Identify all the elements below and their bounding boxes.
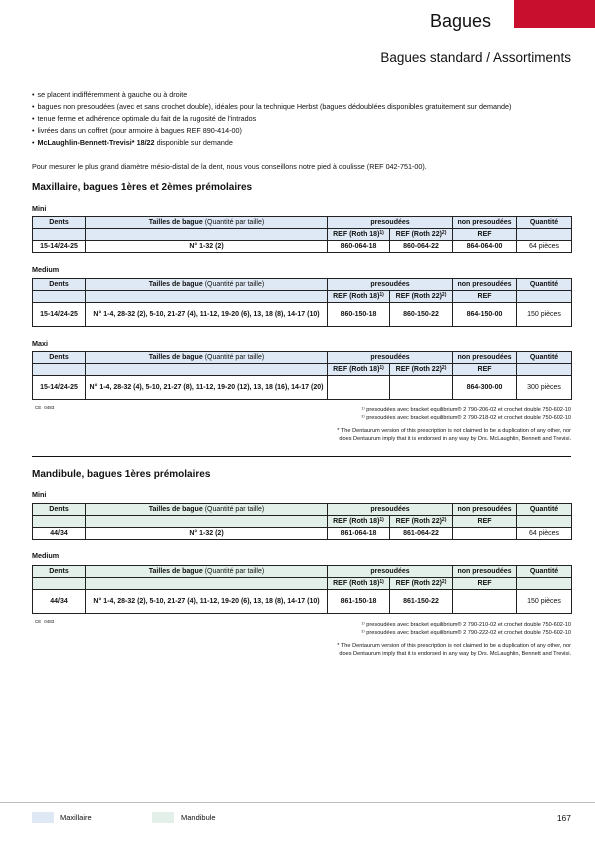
- disclaimer-maxillaire: [337, 427, 571, 443]
- col-tailles: Tailles de bague (Quantité par taille): [86, 566, 328, 578]
- sub-empty: [33, 291, 86, 303]
- col-tailles: Tailles de bague (Quantité par taille): [86, 504, 328, 516]
- cell-dents: 15-14/24-25: [33, 303, 86, 327]
- col-non-presoudees: non presoudées: [453, 217, 517, 229]
- group-label: Mini: [32, 204, 47, 213]
- col-dents: Dents: [33, 566, 86, 578]
- group-label: Medium: [32, 551, 60, 560]
- disclaimer-mandibule: [337, 642, 571, 658]
- feature-list: [32, 89, 511, 149]
- col-ref-roth22: REF (Roth 22)$^{2)}$: [390, 229, 453, 241]
- col-ref-roth18: REF (Roth 18)$^{1)}$: [328, 291, 390, 303]
- col-presoudees: presoudées: [328, 279, 453, 291]
- col-presoudees: presoudées: [328, 352, 453, 364]
- footnotes-maxillaire: [362, 406, 571, 422]
- table-row: [33, 590, 572, 614]
- ce-mark-icon: $^{CE}$ $^{0483}$: [35, 405, 55, 410]
- cell-roth18: 860-150-18: [328, 303, 390, 327]
- col-ref-roth18: REF (Roth 18)$^{1)}$: [328, 364, 390, 376]
- cell-non-ref: 864-300-00: [453, 376, 517, 400]
- feature-item: • bagues non presoudées (avec et sans crochet double), idéales pour la technique Herbst (bagues dédoublées disponibles gratuitement sur demande): [32, 101, 511, 113]
- intro-text: Pour mesurer le plus grand diamètre mésio-distal de la dent, nous vous conseillons notre pied à coulisse (REF 042-751-00).: [32, 162, 427, 171]
- col-dents: Dents: [33, 279, 86, 291]
- disclaimer-line: * The Dentaurum version of this prescription is not claimed to be a duplication of any other, nor: [337, 428, 571, 434]
- cell-non-ref: 864-064-00: [453, 241, 517, 253]
- sub-empty: [517, 229, 572, 241]
- footnotes-mandibule: [362, 621, 571, 637]
- sub-empty: [86, 516, 328, 528]
- legend-label-maxillaire: Maxillaire: [60, 813, 92, 822]
- col-dents: Dents: [33, 217, 86, 229]
- disclaimer-line: does Dentaurum imply that it is endorsed in any way by Drs. McLaughlin, Bennett and Trevisi.: [339, 436, 571, 442]
- footnote: ²⁾ presoudées avec bracket equilibrium® 2 790-218-02 et crochet double 750-602-10: [361, 415, 571, 421]
- page-subtitle: Bagues standard / Assortiments: [380, 50, 571, 65]
- feature-item-bold: McLaughlin-Bennett-Trevisi* 18/22: [37, 138, 155, 147]
- cell-dents: 15-14/24-25: [33, 376, 86, 400]
- group-label: Mini: [32, 490, 47, 499]
- col-quantite: Quantité: [517, 279, 572, 291]
- cell-tailles: N° 1-4, 28-32 (4), 5-10, 21-27 (8), 11-12, 19-20 (12), 13, 18 (16), 14-17 (20): [86, 376, 328, 400]
- footnote: ²⁾ presoudées avec bracket equilibrium® 2 790-222-02 et crochet double 750-602-10: [361, 630, 571, 636]
- col-ref-roth18: REF (Roth 18)$^{1)}$: [328, 229, 390, 241]
- col-ref: REF: [453, 291, 517, 303]
- footer-divider: [0, 802, 595, 803]
- legend-label-mandibule: Mandibule: [181, 813, 216, 822]
- cell-roth18: [328, 376, 390, 400]
- col-presoudees: presoudées: [328, 566, 453, 578]
- table-row: [33, 528, 572, 540]
- cell-dents: 15-14/24-25: [33, 241, 86, 253]
- table-row: [33, 303, 572, 327]
- ce-mark-icon: $^{CE}$ $^{0483}$: [35, 619, 55, 624]
- col-presoudees: presoudées: [328, 504, 453, 516]
- cell-tailles: N° 1-4, 28-32 (2), 5-10, 21-27 (4), 11-12, 19-20 (6), 13, 18 (8), 14-17 (10): [86, 590, 328, 614]
- cell-qty: 64 pièces: [517, 528, 572, 540]
- col-presoudees: presoudées: [328, 217, 453, 229]
- footnote: ¹⁾ presoudées avec bracket equilibrium® 2 790-210-02 et crochet double 750-602-10: [361, 622, 571, 628]
- section-title-maxillaire: Maxillaire, bagues 1ères et 2èmes prémolaires: [32, 182, 253, 193]
- col-tailles: Tailles de bague (Quantité par taille): [86, 279, 328, 291]
- footnote: ¹⁾ presoudées avec bracket equilibrium® 2 790-206-02 et crochet double 750-602-10: [361, 407, 571, 413]
- cell-qty: 300 pièces: [517, 376, 572, 400]
- cell-qty: 150 pièces: [517, 303, 572, 327]
- product-table: [32, 278, 572, 327]
- cell-non-ref: [453, 528, 517, 540]
- product-table: [32, 351, 572, 400]
- cell-qty: 150 pièces: [517, 590, 572, 614]
- cell-roth22: [390, 376, 453, 400]
- legend-swatch-mandibule: [152, 812, 174, 823]
- sub-empty: [86, 578, 328, 590]
- product-table: [32, 565, 572, 614]
- sub-empty: [33, 364, 86, 376]
- sub-empty: [517, 516, 572, 528]
- cell-non-ref: [453, 590, 517, 614]
- cell-roth18: 860-064-18: [328, 241, 390, 253]
- sub-empty: [86, 364, 328, 376]
- feature-item-text: disponible sur demande: [156, 138, 233, 147]
- col-ref-roth22: REF (Roth 22)$^{2)}$: [390, 291, 453, 303]
- group-label: Medium: [32, 265, 60, 274]
- cell-roth22: 860-150-22: [390, 303, 453, 327]
- col-dents: Dents: [33, 352, 86, 364]
- sub-empty: [86, 291, 328, 303]
- page-title: Bagues: [429, 11, 491, 31]
- cell-roth18: 861-064-18: [328, 528, 390, 540]
- col-quantite: Quantité: [517, 566, 572, 578]
- section-title-mandibule: Mandibule, bagues 1ères prémolaires: [32, 469, 211, 480]
- section-divider: [32, 456, 571, 457]
- product-table: [32, 503, 572, 540]
- cell-dents: 44/34: [33, 528, 86, 540]
- col-tailles: Tailles de bague (Quantité par taille): [86, 217, 328, 229]
- col-ref-roth22: REF (Roth 22)$^{2)}$: [390, 364, 453, 376]
- col-ref: REF: [453, 364, 517, 376]
- feature-item: • se placent indifféremment à gauche ou à droite: [32, 89, 511, 101]
- table-row: [33, 241, 572, 253]
- sub-empty: [33, 578, 86, 590]
- col-ref: REF: [453, 229, 517, 241]
- cell-tailles: N° 1-32 (2): [86, 241, 328, 253]
- cell-qty: 64 pièces: [517, 241, 572, 253]
- disclaimer-line: * The Dentaurum version of this prescription is not claimed to be a duplication of any other, nor: [337, 643, 571, 649]
- col-quantite: Quantité: [517, 352, 572, 364]
- col-non-presoudees: non presoudées: [453, 566, 517, 578]
- cell-tailles: N° 1-32 (2): [86, 528, 328, 540]
- disclaimer-line: does Dentaurum imply that it is endorsed in any way by Drs. McLaughlin, Bennett and Trevisi.: [339, 651, 571, 657]
- cell-roth18: 861-150-18: [328, 590, 390, 614]
- col-dents: Dents: [33, 504, 86, 516]
- feature-item: • livrées dans un coffret (pour armoire à bagues REF 890-414-00): [32, 125, 511, 137]
- col-ref: REF: [453, 516, 517, 528]
- legend-swatch-maxillaire: [32, 812, 54, 823]
- cell-non-ref: 864-150-00: [453, 303, 517, 327]
- col-tailles: Tailles de bague (Quantité par taille): [86, 352, 328, 364]
- feature-item: [32, 137, 511, 149]
- col-quantite: Quantité: [517, 504, 572, 516]
- sub-empty: [33, 229, 86, 241]
- col-ref: REF: [453, 578, 517, 590]
- cell-tailles: N° 1-4, 28-32 (2), 5-10, 21-27 (4), 11-12, 19-20 (6), 13, 18 (8), 14-17 (10): [86, 303, 328, 327]
- col-non-presoudees: non presoudées: [453, 352, 517, 364]
- feature-item: • tenue ferme et adhérence optimale du fait de la rugosité de l'intrados: [32, 113, 511, 125]
- cell-roth22: 860-064-22: [390, 241, 453, 253]
- col-non-presoudees: non presoudées: [453, 279, 517, 291]
- col-ref-roth18: REF (Roth 18)$^{1)}$: [328, 578, 390, 590]
- cell-roth22: 861-150-22: [390, 590, 453, 614]
- sub-empty: [86, 229, 328, 241]
- sub-empty: [517, 578, 572, 590]
- sub-empty: [33, 516, 86, 528]
- product-table: [32, 216, 572, 253]
- col-non-presoudees: non presoudées: [453, 504, 517, 516]
- cell-dents: 44/34: [33, 590, 86, 614]
- group-label: Maxi: [32, 339, 48, 348]
- sub-empty: [517, 291, 572, 303]
- col-quantite: Quantité: [517, 217, 572, 229]
- cell-roth22: 861-064-22: [390, 528, 453, 540]
- header-red-tab: [514, 0, 595, 28]
- col-ref-roth22: REF (Roth 22)$^{2)}$: [390, 516, 453, 528]
- sub-empty: [517, 364, 572, 376]
- col-ref-roth22: REF (Roth 22)$^{2)}$: [390, 578, 453, 590]
- page-number: 167: [556, 813, 571, 823]
- table-row: [33, 376, 572, 400]
- col-ref-roth18: REF (Roth 18)$^{1)}$: [328, 516, 390, 528]
